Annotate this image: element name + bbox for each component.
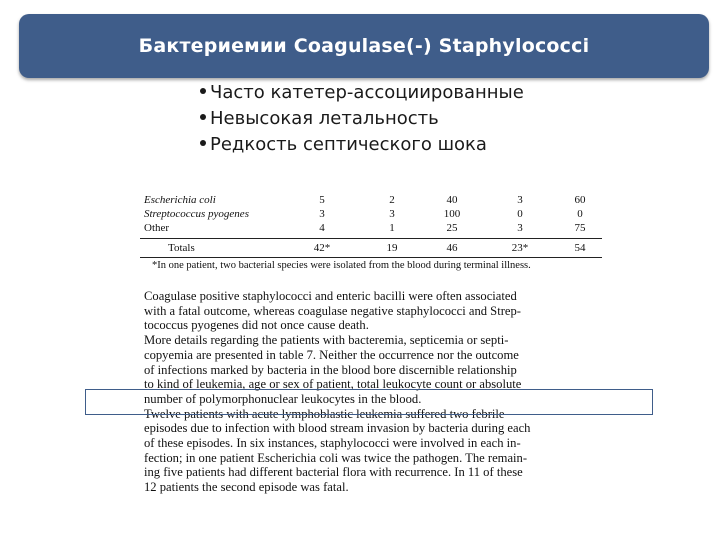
table-cell: 3 (389, 208, 395, 220)
bullet-text: Часто катетер-ассоциированные (210, 82, 524, 103)
table-cell: 75 (574, 222, 586, 234)
table-cell: 3 (517, 222, 523, 234)
highlight-box (85, 389, 653, 415)
text-line: Twelve patients with acute lymphoblastic leukemia suffered two febrile (144, 406, 505, 421)
table-row (140, 208, 602, 222)
table-row-label: Escherichia coli (144, 194, 216, 206)
scanned-article-excerpt (140, 184, 602, 520)
text-line: More details regarding the patients with bacteremia, septicemia or septi- (144, 333, 509, 348)
table-footnote: *In one patient, two bacterial species were isolated from the blood during terminal illness. (152, 260, 531, 271)
text-line: number of polymorphonuclear leukocytes in the blood. (144, 391, 422, 406)
bullet-item (200, 106, 524, 132)
bullet-item (200, 132, 524, 158)
table-cell: 25 (446, 222, 458, 234)
bullet-dot-icon (200, 88, 206, 94)
table-row (140, 222, 602, 236)
text-line: to kind of leukemia, age or sex of patient, total leukocyte count or absolute (144, 377, 522, 392)
table-cell: 2 (389, 194, 395, 206)
text-line: fection; in one patient Escherichia coli was twice the pathogen. The remain- (144, 450, 528, 465)
table-cell: 60 (574, 194, 586, 206)
table-row (140, 194, 602, 208)
table-cell: 42* (313, 242, 331, 254)
table-cell: 46 (446, 242, 458, 254)
text-line: copyemia are presented in table 7. Neither the occurrence nor the outcome (144, 347, 519, 362)
table-cell: 19 (386, 242, 398, 254)
table-cell: 1 (389, 222, 395, 234)
table-cell: 0 (577, 208, 583, 220)
slide-title-bar (19, 14, 709, 78)
text-line: ing five patients had different bacterial flora with recurrence. In 11 of these (144, 465, 523, 480)
table-cell: 5 (319, 194, 325, 206)
bullet-text: Невысокая летальность (210, 108, 439, 129)
bullet-dot-icon (200, 140, 206, 146)
table-cell: 3 (319, 208, 325, 220)
text-line: with a fatal outcome, whereas coagulase negative staphylococci and Strep- (144, 303, 521, 318)
table-row-label: Totals (168, 242, 195, 254)
text-line: episodes due to infection with blood stream invasion by bacteria during each (144, 421, 531, 436)
table-cell: 100 (443, 208, 461, 220)
text-line: tococcus pyogenes did not once cause death. (144, 318, 369, 333)
table-cell: 4 (319, 222, 325, 234)
text-line: Coagulase positive staphylococci and enteric bacilli were often associated (144, 289, 517, 303)
table-cell: 54 (574, 242, 586, 254)
bullet-dot-icon (200, 114, 206, 120)
bullet-text: Редкость септического шока (210, 134, 487, 155)
table-cell: 40 (446, 194, 458, 206)
table-cell: 3 (517, 194, 523, 206)
bullet-list (200, 80, 524, 158)
table-row-label: Other (144, 222, 170, 234)
table-row-label: Streptococcus pyogenes (144, 208, 249, 220)
table-rule (140, 257, 602, 258)
table-cell: 23* (511, 242, 529, 254)
text-line: of infections marked by bacteria in the blood bore discernible relationship (144, 362, 517, 377)
bullet-item (200, 80, 524, 106)
text-line: 12 patients the second episode was fatal. (144, 480, 349, 495)
text-line: of these episodes. In six instances, staphylococci were involved in each in- (144, 436, 521, 451)
table-rule (140, 238, 602, 239)
table-row-totals (140, 242, 602, 256)
table-cell: 0 (517, 208, 523, 220)
slide-title: Бактериемии Coagulase(-) Staphylococci (138, 35, 590, 57)
